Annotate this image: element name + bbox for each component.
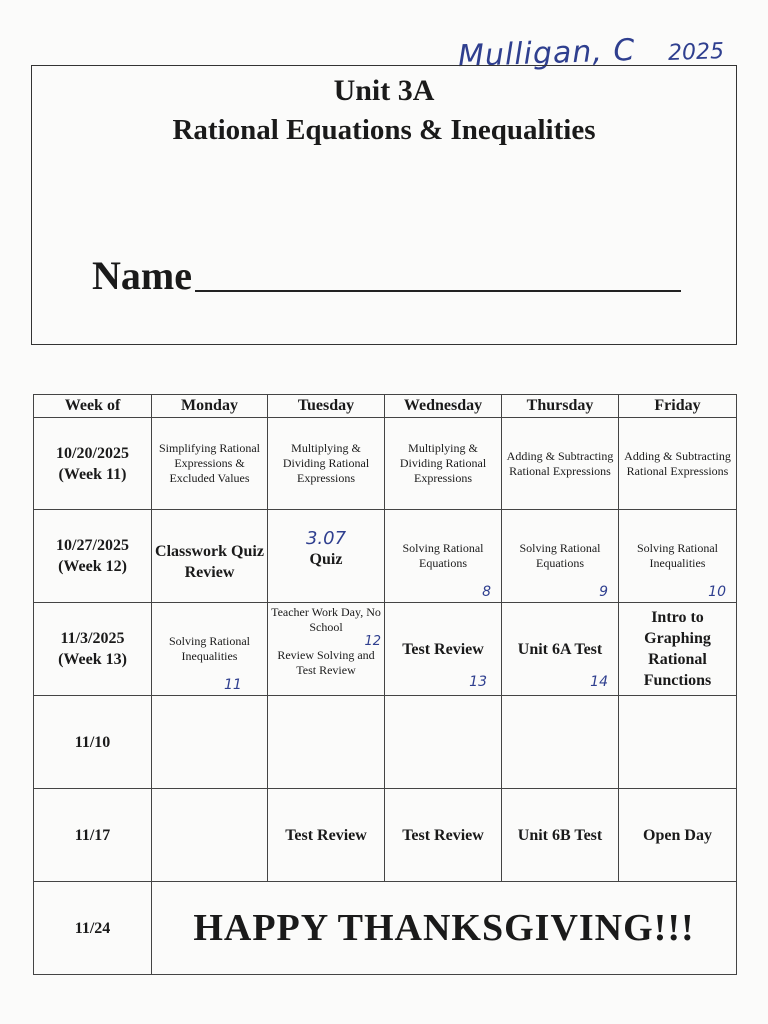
day-number: 12: [364, 634, 381, 649]
week-cell: 10/20/2025 (Week 11): [34, 418, 152, 510]
week-cell: 10/27/2025 (Week 12): [34, 510, 152, 603]
tuesday-label: Quiz: [309, 551, 343, 568]
friday-cell: Open Day: [619, 789, 737, 882]
header-friday: Friday: [619, 395, 737, 418]
title-box: [31, 65, 737, 345]
tuesday-cell: [268, 696, 385, 789]
wednesday-label: Solving Rational Equations: [402, 541, 484, 570]
handwritten-year: 2025: [667, 39, 725, 66]
friday-cell: [619, 510, 737, 603]
day-number: 9: [599, 584, 608, 600]
header-thursday: Thursday: [502, 395, 619, 418]
thursday-label: Solving Rational Equations: [519, 541, 601, 570]
wednesday-cell: Multiplying & Dividing Rational Expressions: [385, 418, 502, 510]
tuesday-cell: [268, 603, 385, 696]
thursday-label: Unit 6A Test: [517, 640, 603, 658]
tuesday-note-b: Review Solving and Test Review: [277, 648, 375, 677]
handwritten-score: 3.07: [305, 528, 347, 549]
friday-cell: [619, 696, 737, 789]
thursday-cell: [502, 603, 619, 696]
week-cell: 11/17: [34, 789, 152, 882]
week-cell: 11/3/2025 (Week 13): [34, 603, 152, 696]
header-week-of: Week of: [34, 395, 152, 418]
unit-title: Unit 3A: [333, 74, 435, 107]
monday-cell: Classwork Quiz Review: [152, 510, 268, 603]
thanksgiving-banner: HAPPY THANKSGIVING!!!: [152, 882, 737, 975]
table-row: [34, 510, 737, 603]
calendar-table: [33, 394, 737, 975]
week-cell: 11/10: [34, 696, 152, 789]
monday-cell: Simplifying Rational Expressions & Excluded Values: [152, 418, 268, 510]
table-row: [34, 696, 737, 789]
day-number: 10: [708, 584, 726, 600]
tuesday-cell: [268, 510, 385, 603]
friday-cell: Intro to Graphing Rational Functions: [619, 603, 737, 696]
friday-cell: Adding & Subtracting Rational Expressions: [619, 418, 737, 510]
name-blank-line: [195, 290, 681, 292]
unit-subtitle: Rational Equations & Inequalities: [172, 114, 596, 146]
tuesday-cell: Multiplying & Dividing Rational Expressions: [268, 418, 385, 510]
wednesday-cell: [385, 603, 502, 696]
thursday-cell: [502, 510, 619, 603]
header-row: [34, 395, 737, 418]
thursday-cell: Adding & Subtracting Rational Expressions: [502, 418, 619, 510]
table-row: [34, 418, 737, 510]
name-label: Name: [92, 253, 192, 298]
monday-cell: [152, 696, 268, 789]
day-number: 11: [224, 677, 242, 693]
thursday-cell: Unit 6B Test: [502, 789, 619, 882]
day-number: 14: [590, 674, 608, 690]
wednesday-cell: [385, 696, 502, 789]
monday-label: Solving Rational Inequalities: [169, 634, 250, 663]
tuesday-cell: Test Review: [268, 789, 385, 882]
monday-cell: [152, 789, 268, 882]
friday-label: Solving Rational Inequalities: [637, 541, 718, 570]
table-row: [34, 789, 737, 882]
wednesday-label: Test Review: [402, 640, 484, 658]
wednesday-cell: [385, 510, 502, 603]
day-number: 8: [482, 584, 491, 600]
table-row: [34, 882, 737, 975]
table-row: [34, 603, 737, 696]
week-cell: 11/24: [34, 882, 152, 975]
header-tuesday: Tuesday: [268, 395, 385, 418]
tuesday-note-a: Teacher Work Day, No School: [271, 605, 381, 634]
handwritten-student-name: Mulligan, C: [457, 32, 636, 75]
header-wednesday: Wednesday: [385, 395, 502, 418]
wednesday-cell: Test Review: [385, 789, 502, 882]
day-number: 13: [469, 674, 487, 690]
monday-cell: [152, 603, 268, 696]
header-monday: Monday: [152, 395, 268, 418]
thursday-cell: [502, 696, 619, 789]
